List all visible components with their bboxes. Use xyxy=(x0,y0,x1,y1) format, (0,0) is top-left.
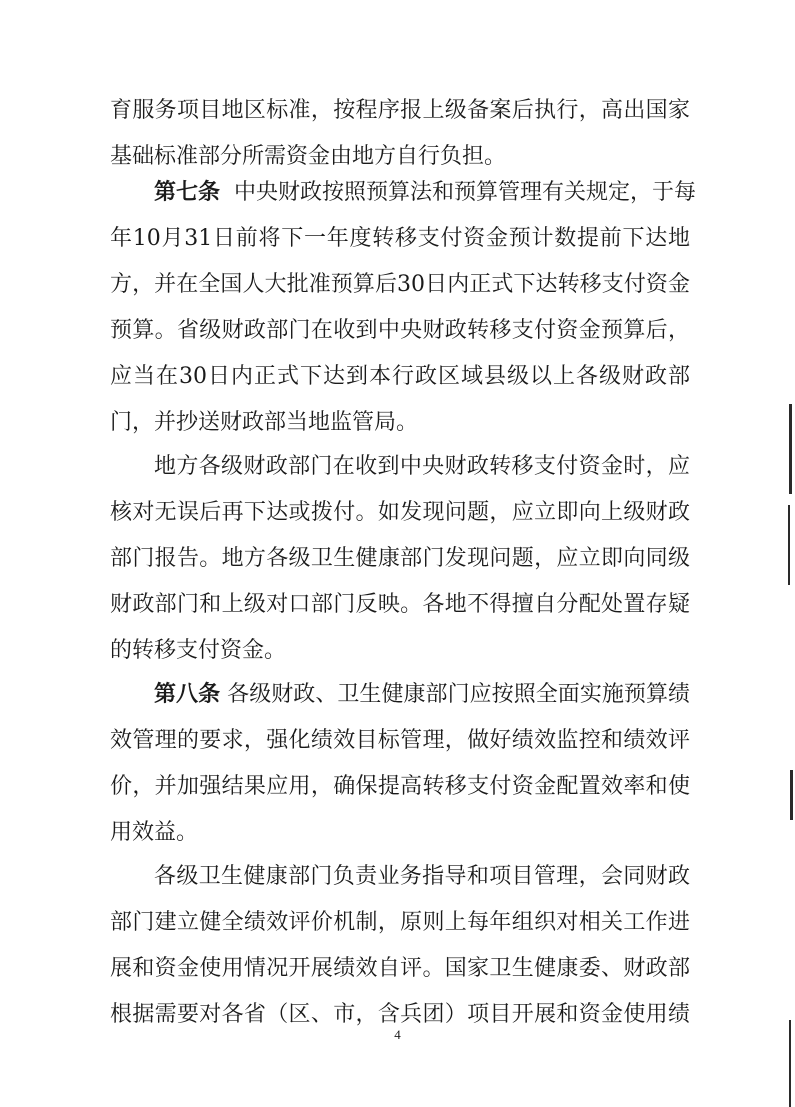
text-line: 基础标准部分所需资金由地方自行负担。 xyxy=(110,144,507,169)
text-line: 展和资金使用情况开展绩效自评。国家卫生健康委、财政部 xyxy=(110,956,690,981)
text-line: 育服务项目地区标准，按程序报上级备案后执行，高出国家 xyxy=(110,98,690,123)
text-line: 地方各级财政部门在收到中央财政转移支付资金时，应 xyxy=(154,454,690,479)
scan-edge-mark xyxy=(789,1020,791,1107)
text-line: 部门建立健全绩效评价机制，原则上每年组织对相关工作进 xyxy=(110,910,690,935)
article-line xyxy=(154,680,690,710)
text-line: 效管理的要求，强化绩效目标管理，做好绩效监控和绩效评 xyxy=(110,728,690,753)
text-line: 各级卫生健康部门负责业务指导和项目管理，会同财政 xyxy=(154,864,690,889)
article-line xyxy=(154,178,697,208)
article-heading-7: 第七条 xyxy=(154,180,221,205)
text-line: 中央财政按照预算法和预算管理有关规定，于每 xyxy=(234,180,697,205)
page-number: 4 xyxy=(394,1027,401,1042)
text-line: 价，并加强结果应用，确保提高转移支付资金配置效率和使 xyxy=(110,774,690,799)
text-line: 根据需要对各省（区、市，含兵团）项目开展和资金使用绩 xyxy=(110,1002,690,1027)
text-line: 的转移支付资金。 xyxy=(110,638,287,663)
text-line: 用效益。 xyxy=(110,820,199,845)
text-line: 年10月31日前将下一年度转移支付资金预计数提前下达地 xyxy=(110,226,690,251)
scan-edge-mark xyxy=(789,404,792,494)
text-line: 方，并在全国人大批准预算后30日内正式下达转移支付资金 xyxy=(110,272,690,297)
text-line: 部门报告。地方各级卫生健康部门发现问题，应立即向同级 xyxy=(110,546,690,571)
text-line: 预算。省级财政部门在收到中央财政转移支付资金预算后， xyxy=(110,318,690,343)
article-heading-8: 第八条 xyxy=(154,682,221,707)
text-line: 核对无误后再下达或拨付。如发现问题，应立即向上级财政 xyxy=(110,500,690,525)
text-line: 各级财政、卫生健康部门应按照全面实施预算绩 xyxy=(227,682,690,707)
text-line: 应当在30日内正式下达到本行政区域县级以上各级财政部 xyxy=(110,364,690,389)
text-line: 门，并抄送财政部当地监管局。 xyxy=(110,410,419,435)
text-line: 财政部门和上级对口部门反映。各地不得擅自分配处置存疑 xyxy=(110,592,690,617)
scan-edge-mark xyxy=(788,505,790,585)
scan-edge-mark xyxy=(790,770,793,820)
